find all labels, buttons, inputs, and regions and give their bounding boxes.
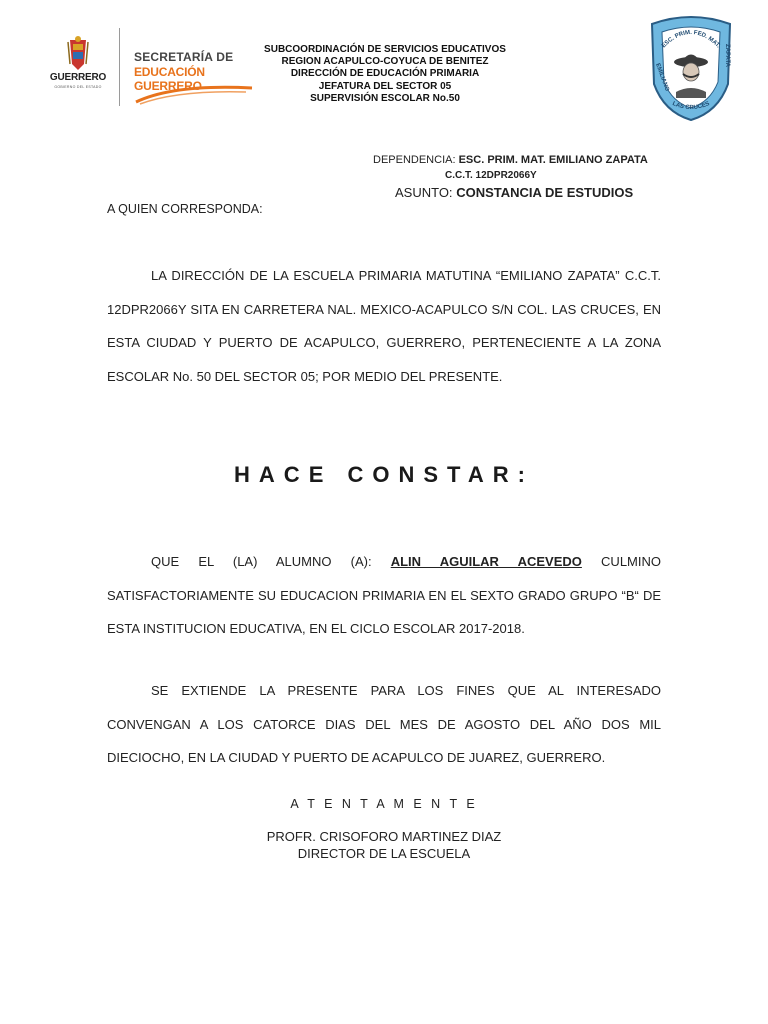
asunto-value: CONSTANCIA DE ESTUDIOS: [456, 185, 634, 200]
guerrero-logo-subtext: GOBIERNO DEL ESTADO: [54, 85, 102, 89]
dependencia-line: [373, 154, 648, 166]
asunto-label: ASUNTO:: [395, 185, 453, 200]
header-divider: [119, 28, 120, 106]
institution-header: [230, 44, 540, 105]
closing-atentamente: A T E N T A M E N T E: [290, 797, 478, 811]
paragraph-student: [107, 545, 661, 646]
dependencia-cct: C.C.T. 12DPR2066Y: [445, 170, 537, 181]
badge-right-text: ZAPATA: [724, 44, 730, 67]
dependencia-label: DEPENDENCIA:: [373, 154, 456, 166]
guerrero-logo-text: GUERRERO: [49, 72, 107, 83]
paragraph-extension-text: SE EXTIENDE LA PRESENTE PARA LOS FINES QUE AL INTERESADO CONVENGAN A LOS CATORCE DIAS DEL MES DE AGOSTO DEL AÑO DOS MIL DIECIOCHO, EN LA CIUDAD Y PUERTO DE ACAPULCO DE JUAREZ, GUERRERO.: [107, 683, 661, 765]
header-line: SUBCOORDINACIÓN DE SERVICIOS EDUCATIVOS: [264, 44, 506, 55]
paragraph-student-before: QUE EL (LA) ALUMNO (A):: [151, 554, 372, 569]
badge-top-text: ESC. PRIM. FED. MAT.: [660, 29, 722, 50]
badge-bottom-text: LAS CRUCES: [671, 100, 711, 112]
signatory-title: DIRECTOR DE LA ESCUELA: [297, 846, 471, 861]
paragraph-intro: [107, 259, 661, 393]
signatory-name: PROFR. CRISOFORO MARTINEZ DIAZ: [266, 829, 502, 844]
header-line: REGION ACAPULCO-COYUCA DE BENITEZ: [281, 56, 489, 68]
secretaria-line2: EDUCACIÓN GUERRERO: [134, 65, 205, 93]
school-badge: [646, 14, 736, 122]
header-line: JEFATURA DEL SECTOR 05: [318, 80, 452, 92]
header-line: DIRECCIÓN DE EDUCACIÓN PRIMARIA: [290, 68, 480, 80]
salutation: A QUIEN CORRESPONDA:: [107, 202, 263, 216]
paragraph-intro-text: LA DIRECCIÓN DE LA ESCUELA PRIMARIA MATUTINA “EMILIANO ZAPATA” C.C.T. 12DPR2066Y SITA EN CARRETERA NAL. MEXICO-ACAPULCO S/N COL. LAS CRUCES, EN ESTA CIUDAD Y PUERTO DE ACAPULCO, GUERRERO, PERTENECIENTE A LA ZONA ESCOLAR No. 50 DEL SECTOR 05; POR MEDIO DEL PRESENTE.: [107, 268, 661, 384]
guerrero-state-logo: [46, 34, 110, 94]
heading-hace-constar: HACE CONSTAR:: [234, 462, 534, 487]
paragraph-extension: [107, 674, 661, 775]
badge-left-text: EMILIANO: [654, 62, 670, 93]
student-name: ALIN AGUILAR ACEVEDO: [390, 554, 582, 569]
header-line: SUPERVISIÓN ESCOLAR No.50: [310, 92, 460, 104]
dependencia-value: ESC. PRIM. MAT. EMILIANO ZAPATA: [458, 154, 648, 166]
secretaria-line1: SECRETARÍA DE: [134, 50, 234, 64]
coat-of-arms-icon: [46, 34, 110, 72]
paragraph-student-after: CULMINO SATISFACTORIAMENTE SU EDUCACION PRIMARIA EN EL SEXTO GRADO GRUPO “B“ DE ESTA INSTITUCION EDUCATIVA, EN EL CICLO ESCOLAR 2017-2018.: [107, 554, 661, 636]
asunto-line: [395, 185, 633, 200]
